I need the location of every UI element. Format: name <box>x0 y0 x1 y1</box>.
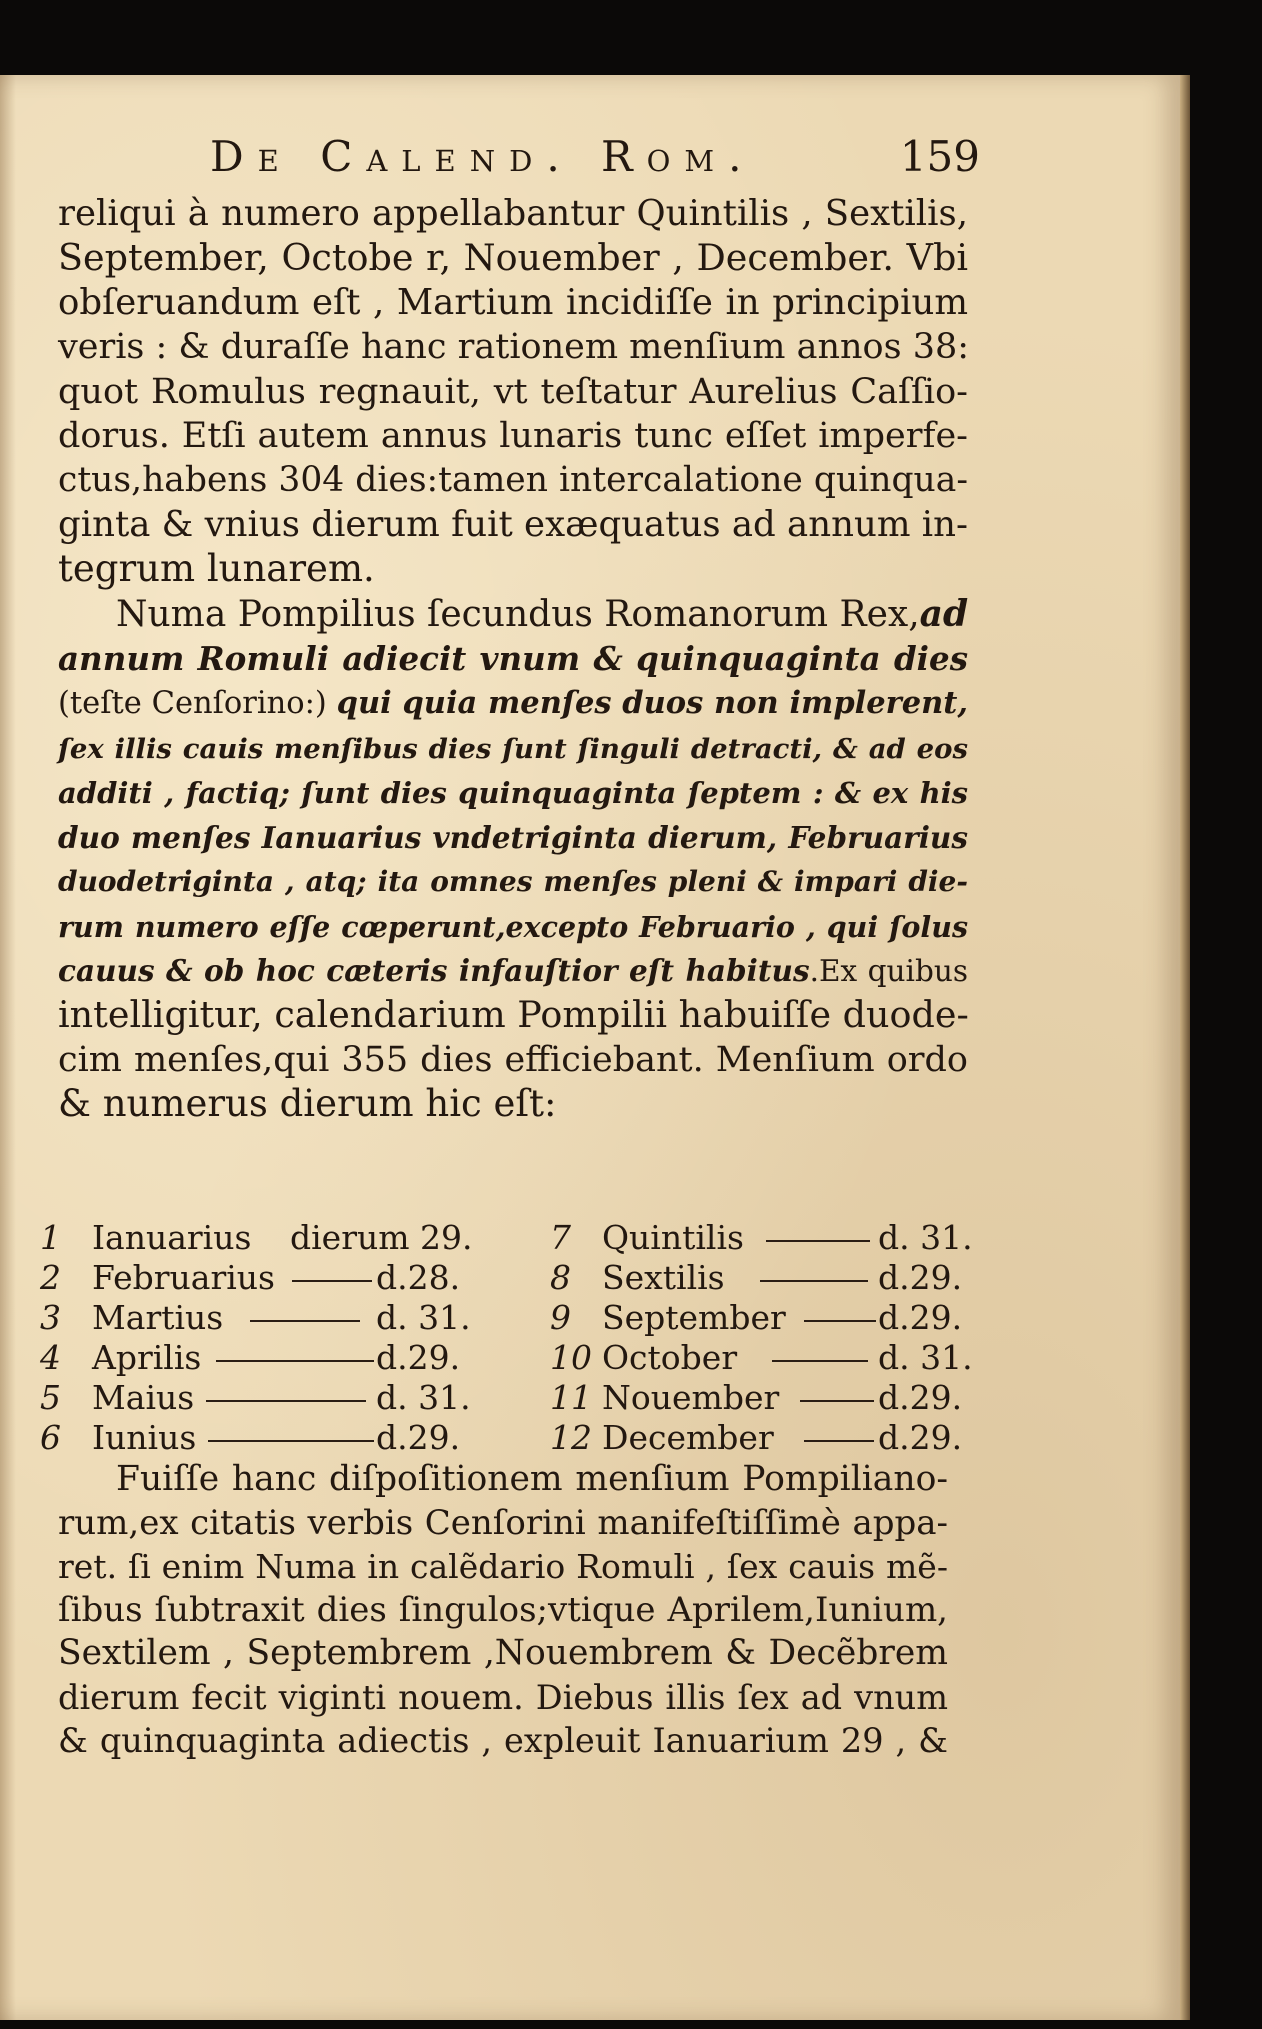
month-row <box>550 1258 970 1298</box>
month-row <box>550 1218 973 1258</box>
month-days: d.29. <box>878 1258 963 1297</box>
text-line: September, Octobe r, Nouember , December. Vbi <box>58 236 968 280</box>
month-name: Iunius <box>92 1418 197 1457</box>
month-days: d.29. <box>878 1298 963 1337</box>
text-line: ginta & vnius dierum fuit exæquatus ad annum in- <box>58 503 968 545</box>
text-line: veris : & duraſſe hanc rationem menſium annos 38: <box>58 327 970 368</box>
month-name: Februarius <box>92 1258 275 1297</box>
text-line: ſibus ſubtraxit dies ſingulos;vtique Aprilem,Iunium, <box>58 1589 948 1630</box>
dash-leader <box>292 1280 372 1282</box>
month-number: 4 <box>40 1338 61 1377</box>
month-row <box>40 1298 471 1338</box>
month-number: 8 <box>550 1258 571 1297</box>
text-line: intelligitur, calendarium Pompilii habuiſſe duode- <box>58 993 969 1037</box>
italic-text: qui quia menſes duos non implerent, <box>336 685 968 722</box>
month-days: d.29. <box>878 1378 963 1417</box>
text-line: rum,ex citatis verbis Cenſorini manifeſtiſſimè appa- <box>58 1502 948 1543</box>
month-days: d. 31. <box>376 1378 471 1417</box>
month-number: 9 <box>550 1298 571 1337</box>
text-line: dierum fecit viginti nouem. Diebus illis ſex ad vnum <box>58 1677 948 1717</box>
italic-line: additi , factiq; ſunt dies quinquaginta ſeptem : & ex his <box>58 776 968 811</box>
page-number: 159 <box>899 132 980 181</box>
month-days: d.28. <box>376 1258 461 1297</box>
italic-line: duo menſes Ianuarius vndetriginta dierum, Februarius <box>58 819 968 855</box>
month-number: 1 <box>40 1218 61 1257</box>
dash-leader <box>804 1440 874 1442</box>
month-name: Martius <box>92 1298 224 1337</box>
dash-leader <box>208 1440 374 1442</box>
month-number: 2 <box>40 1258 61 1297</box>
month-row <box>550 1298 970 1338</box>
dash-leader <box>760 1280 868 1282</box>
text-line: Fuiſſe hanc diſpoſitionem menſium Pompiliano- <box>116 1459 948 1499</box>
month-row <box>40 1378 471 1418</box>
months-table <box>40 1218 973 1458</box>
month-number: 6 <box>40 1418 61 1457</box>
month-name: Sextilis <box>602 1258 725 1297</box>
month-days: d.29. <box>376 1338 461 1377</box>
text-line <box>58 681 968 726</box>
dash-leader <box>772 1360 868 1362</box>
month-number: 7 <box>550 1218 571 1257</box>
dash-leader <box>766 1240 870 1242</box>
dash-leader <box>206 1400 366 1402</box>
month-number: 5 <box>40 1378 61 1417</box>
paragraph-2 <box>58 592 968 1127</box>
italic-line: rum numero eſſe cœperunt,excepto Februario , qui ſolus <box>58 909 968 944</box>
month-name: Aprilis <box>92 1338 202 1377</box>
month-row <box>40 1418 460 1458</box>
roman-text: (teſte Cenſorino:) <box>58 686 327 722</box>
text-line: obſeruandum eſt , Martium incidiſſe in principium <box>58 281 968 323</box>
text-line: & quinquaginta adiectis , expleuit Ianuarium 29 , & <box>58 1721 948 1760</box>
italic-line: duodetriginta , atq; ita omnes menſes pleni & impari die- <box>58 865 968 899</box>
running-title: De Calend. Rom. <box>210 132 756 181</box>
text-line: ctus,habens 304 dies:tamen intercalatione quinqua- <box>58 460 968 501</box>
month-days: d. 31. <box>878 1338 973 1377</box>
italic-line: ſex illis cauis menſibus dies ſunt ſinguli detracti, & ad eos <box>58 732 968 765</box>
month-row <box>550 1338 973 1378</box>
roman-text: Numa Pompilius ſecundus Romanorum Rex, <box>116 593 920 635</box>
text-line: reliqui à numero appellabantur Quintilis , Sextilis, <box>58 193 968 234</box>
text-line <box>58 949 968 993</box>
month-name: Quintilis <box>602 1218 744 1257</box>
roman-text: .Ex quibus <box>809 953 968 988</box>
month-row <box>40 1338 460 1378</box>
month-days: dierum 29. <box>290 1218 473 1257</box>
page-edge <box>1180 75 1190 2020</box>
month-name: December <box>602 1418 774 1457</box>
text-line: tegrum lunarem. <box>58 547 375 591</box>
italic-text: ad <box>919 592 969 635</box>
month-number: 3 <box>40 1298 61 1337</box>
text-line: quot Romulus regnauit, vt teſtatur Aurelius Caſſio- <box>58 371 968 412</box>
month-name: Maius <box>92 1378 195 1417</box>
dash-leader <box>800 1400 874 1402</box>
month-number: 10 <box>550 1338 592 1377</box>
italic-text: cauus & ob hoc cæteris infauſtior eſt habitus <box>58 952 810 988</box>
paragraph-1 <box>58 192 968 1127</box>
text-line: cim menſes,qui 355 dies efficiebant. Menſium ordo <box>58 1039 968 1080</box>
text-line: & numerus dierum hic eſt: <box>58 1082 557 1126</box>
text-line: ret. ſi enim Numa in calẽdario Romuli , ſex cauis mẽ- <box>58 1547 948 1586</box>
text-line <box>58 592 968 637</box>
month-row <box>40 1218 473 1258</box>
month-name: Nouember <box>602 1378 780 1417</box>
dash-leader <box>216 1360 374 1362</box>
month-days: d.29. <box>376 1418 461 1457</box>
month-number: 11 <box>550 1378 592 1417</box>
text-line: Sextilem , Septembrem ,Nouembrem & Decẽbrem <box>58 1633 948 1673</box>
running-header <box>210 132 980 188</box>
month-days: d. 31. <box>878 1218 973 1257</box>
month-name: September <box>602 1298 786 1337</box>
dash-leader <box>804 1320 876 1322</box>
italic-line: annum Romuli adiecit vnum & quinquaginta dies <box>58 639 968 679</box>
month-days: d.29. <box>878 1418 963 1457</box>
month-name: October <box>602 1338 738 1377</box>
month-days: d. 31. <box>376 1298 471 1337</box>
month-number: 12 <box>550 1418 592 1457</box>
dash-leader <box>250 1320 360 1322</box>
month-row <box>550 1378 970 1418</box>
gutter-shadow <box>0 75 16 2020</box>
month-name: Ianuarius <box>92 1218 252 1257</box>
month-row <box>550 1418 970 1458</box>
paragraph-3 <box>58 1458 948 1763</box>
month-row <box>40 1258 460 1298</box>
text-line: dorus. Etſi autem annus lunaris tunc eſſet imperfe- <box>58 416 968 457</box>
